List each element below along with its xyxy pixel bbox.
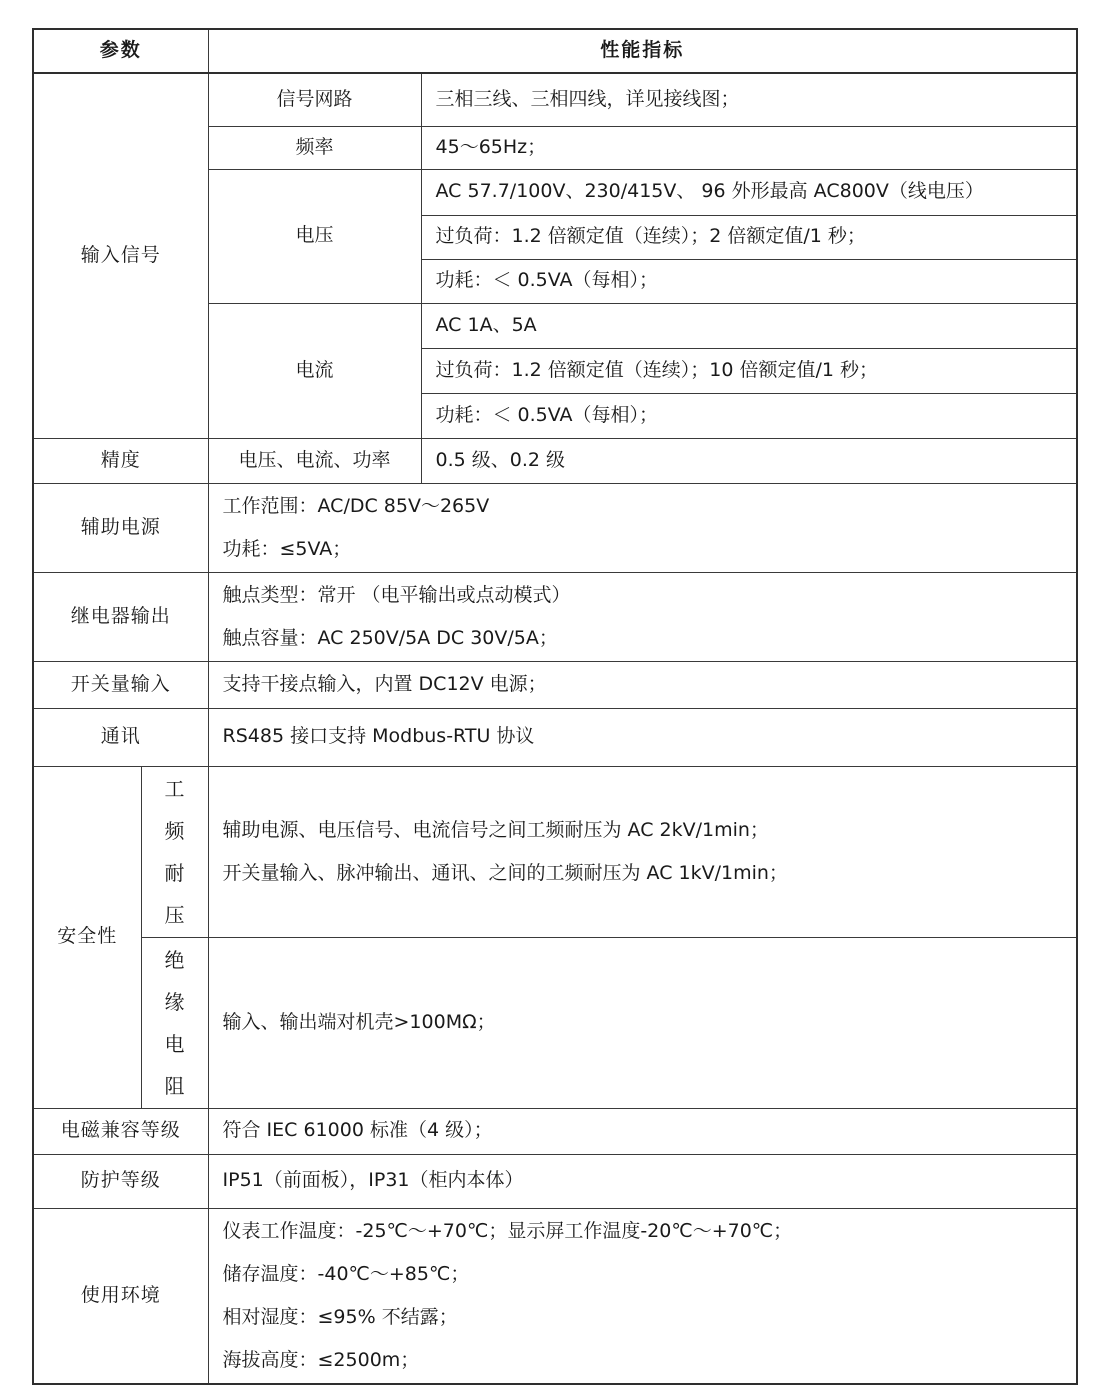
row-signal-network	[33, 73, 1077, 126]
value-signal-network: 三相三线、三相四线，详见接线图；	[421, 73, 1077, 126]
row-communication	[33, 708, 1077, 766]
value-current-overload: 过负荷：1.2 倍额定值（连续）；10 倍额定值/1 秒；	[421, 348, 1077, 393]
sub-current: 电流	[208, 303, 421, 438]
row-protection	[33, 1154, 1077, 1208]
value-accuracy: 0.5 级、0.2 级	[421, 438, 1077, 483]
relay-contact-capacity: 触点容量：AC 250V/5A DC 30V/5A；	[222, 626, 558, 649]
aux-power-consumption: 功耗：≤5VA；	[222, 537, 352, 560]
value-relay-output	[208, 572, 1077, 661]
table-header-row	[33, 29, 1077, 73]
value-current-consumption: 功耗：＜ 0.5VA（每相）；	[421, 393, 1077, 438]
label-insulation-resistance: 绝缘电阻	[141, 937, 208, 1108]
value-emc: 符合 IEC 61000 标准（4 级）；	[208, 1108, 1077, 1154]
env-humidity: 相对湿度：≤95% 不结露；	[222, 1305, 458, 1328]
row-safety-insulation	[33, 937, 1077, 1108]
label-aux-power: 辅助电源	[33, 483, 208, 572]
value-insulation-resistance: 输入、输出端对机壳>100MΩ；	[208, 937, 1077, 1108]
row-emc	[33, 1108, 1077, 1154]
label-input-signal: 输入信号	[33, 73, 208, 438]
value-withstand-voltage	[208, 766, 1077, 937]
label-accuracy: 精度	[33, 438, 208, 483]
sub-frequency: 频率	[208, 126, 421, 169]
value-frequency: 45～65Hz；	[421, 126, 1077, 169]
label-emc: 电磁兼容等级	[33, 1108, 208, 1154]
label-relay-output: 继电器输出	[33, 572, 208, 661]
value-voltage-overload: 过负荷：1.2 倍额定值（连续）；2 倍额定值/1 秒；	[421, 215, 1077, 259]
env-storage-temp: 储存温度：-40℃～+85℃；	[222, 1262, 470, 1285]
withstand-line-2: 开关量输入、脉冲输出、通讯、之间的工频耐压为 AC 1kV/1min；	[222, 861, 788, 884]
header-param: 参数	[33, 29, 208, 73]
row-relay-output	[33, 572, 1077, 661]
sub-signal-network: 信号网路	[208, 73, 421, 126]
sub-voltage: 电压	[208, 169, 421, 303]
value-current-range: AC 1A、5A	[421, 303, 1077, 348]
row-digital-input	[33, 661, 1077, 708]
aux-power-range: 工作范围：AC/DC 85V～265V	[222, 494, 490, 517]
value-environment	[208, 1208, 1077, 1384]
row-accuracy	[33, 438, 1077, 483]
value-communication: RS485 接口支持 Modbus-RTU 协议	[208, 708, 1077, 766]
label-safety: 安全性	[33, 766, 141, 1108]
row-safety-withstand	[33, 766, 1077, 937]
header-performance: 性能指标	[208, 29, 1077, 73]
value-protection: IP51（前面板），IP31（柜内本体）	[208, 1154, 1077, 1208]
env-operating-temp: 仪表工作温度：-25℃～+70℃；显示屏工作温度-20℃～+70℃；	[222, 1219, 793, 1242]
label-communication: 通讯	[33, 708, 208, 766]
relay-contact-type: 触点类型：常开 （电平输出或点动模式）	[222, 583, 571, 606]
label-environment: 使用环境	[33, 1208, 208, 1384]
value-voltage-range: AC 57.7/100V、230/415V、 96 外形最高 AC800V（线电压）	[421, 169, 1077, 215]
label-withstand-voltage: 工频耐压	[141, 766, 208, 937]
value-aux-power	[208, 483, 1077, 572]
withstand-line-1: 辅助电源、电压信号、电流信号之间工频耐压为 AC 2kV/1min；	[222, 818, 769, 841]
row-environment	[33, 1208, 1077, 1384]
value-voltage-consumption: 功耗：＜ 0.5VA（每相）；	[421, 259, 1077, 303]
value-digital-input: 支持干接点输入，内置 DC12V 电源；	[208, 661, 1077, 708]
row-aux-power	[33, 483, 1077, 572]
label-protection: 防护等级	[33, 1154, 208, 1208]
label-digital-input: 开关量输入	[33, 661, 208, 708]
spec-table	[32, 28, 1078, 1385]
sub-accuracy: 电压、电流、功率	[208, 438, 421, 483]
env-altitude: 海拔高度：≤2500m；	[222, 1348, 420, 1371]
